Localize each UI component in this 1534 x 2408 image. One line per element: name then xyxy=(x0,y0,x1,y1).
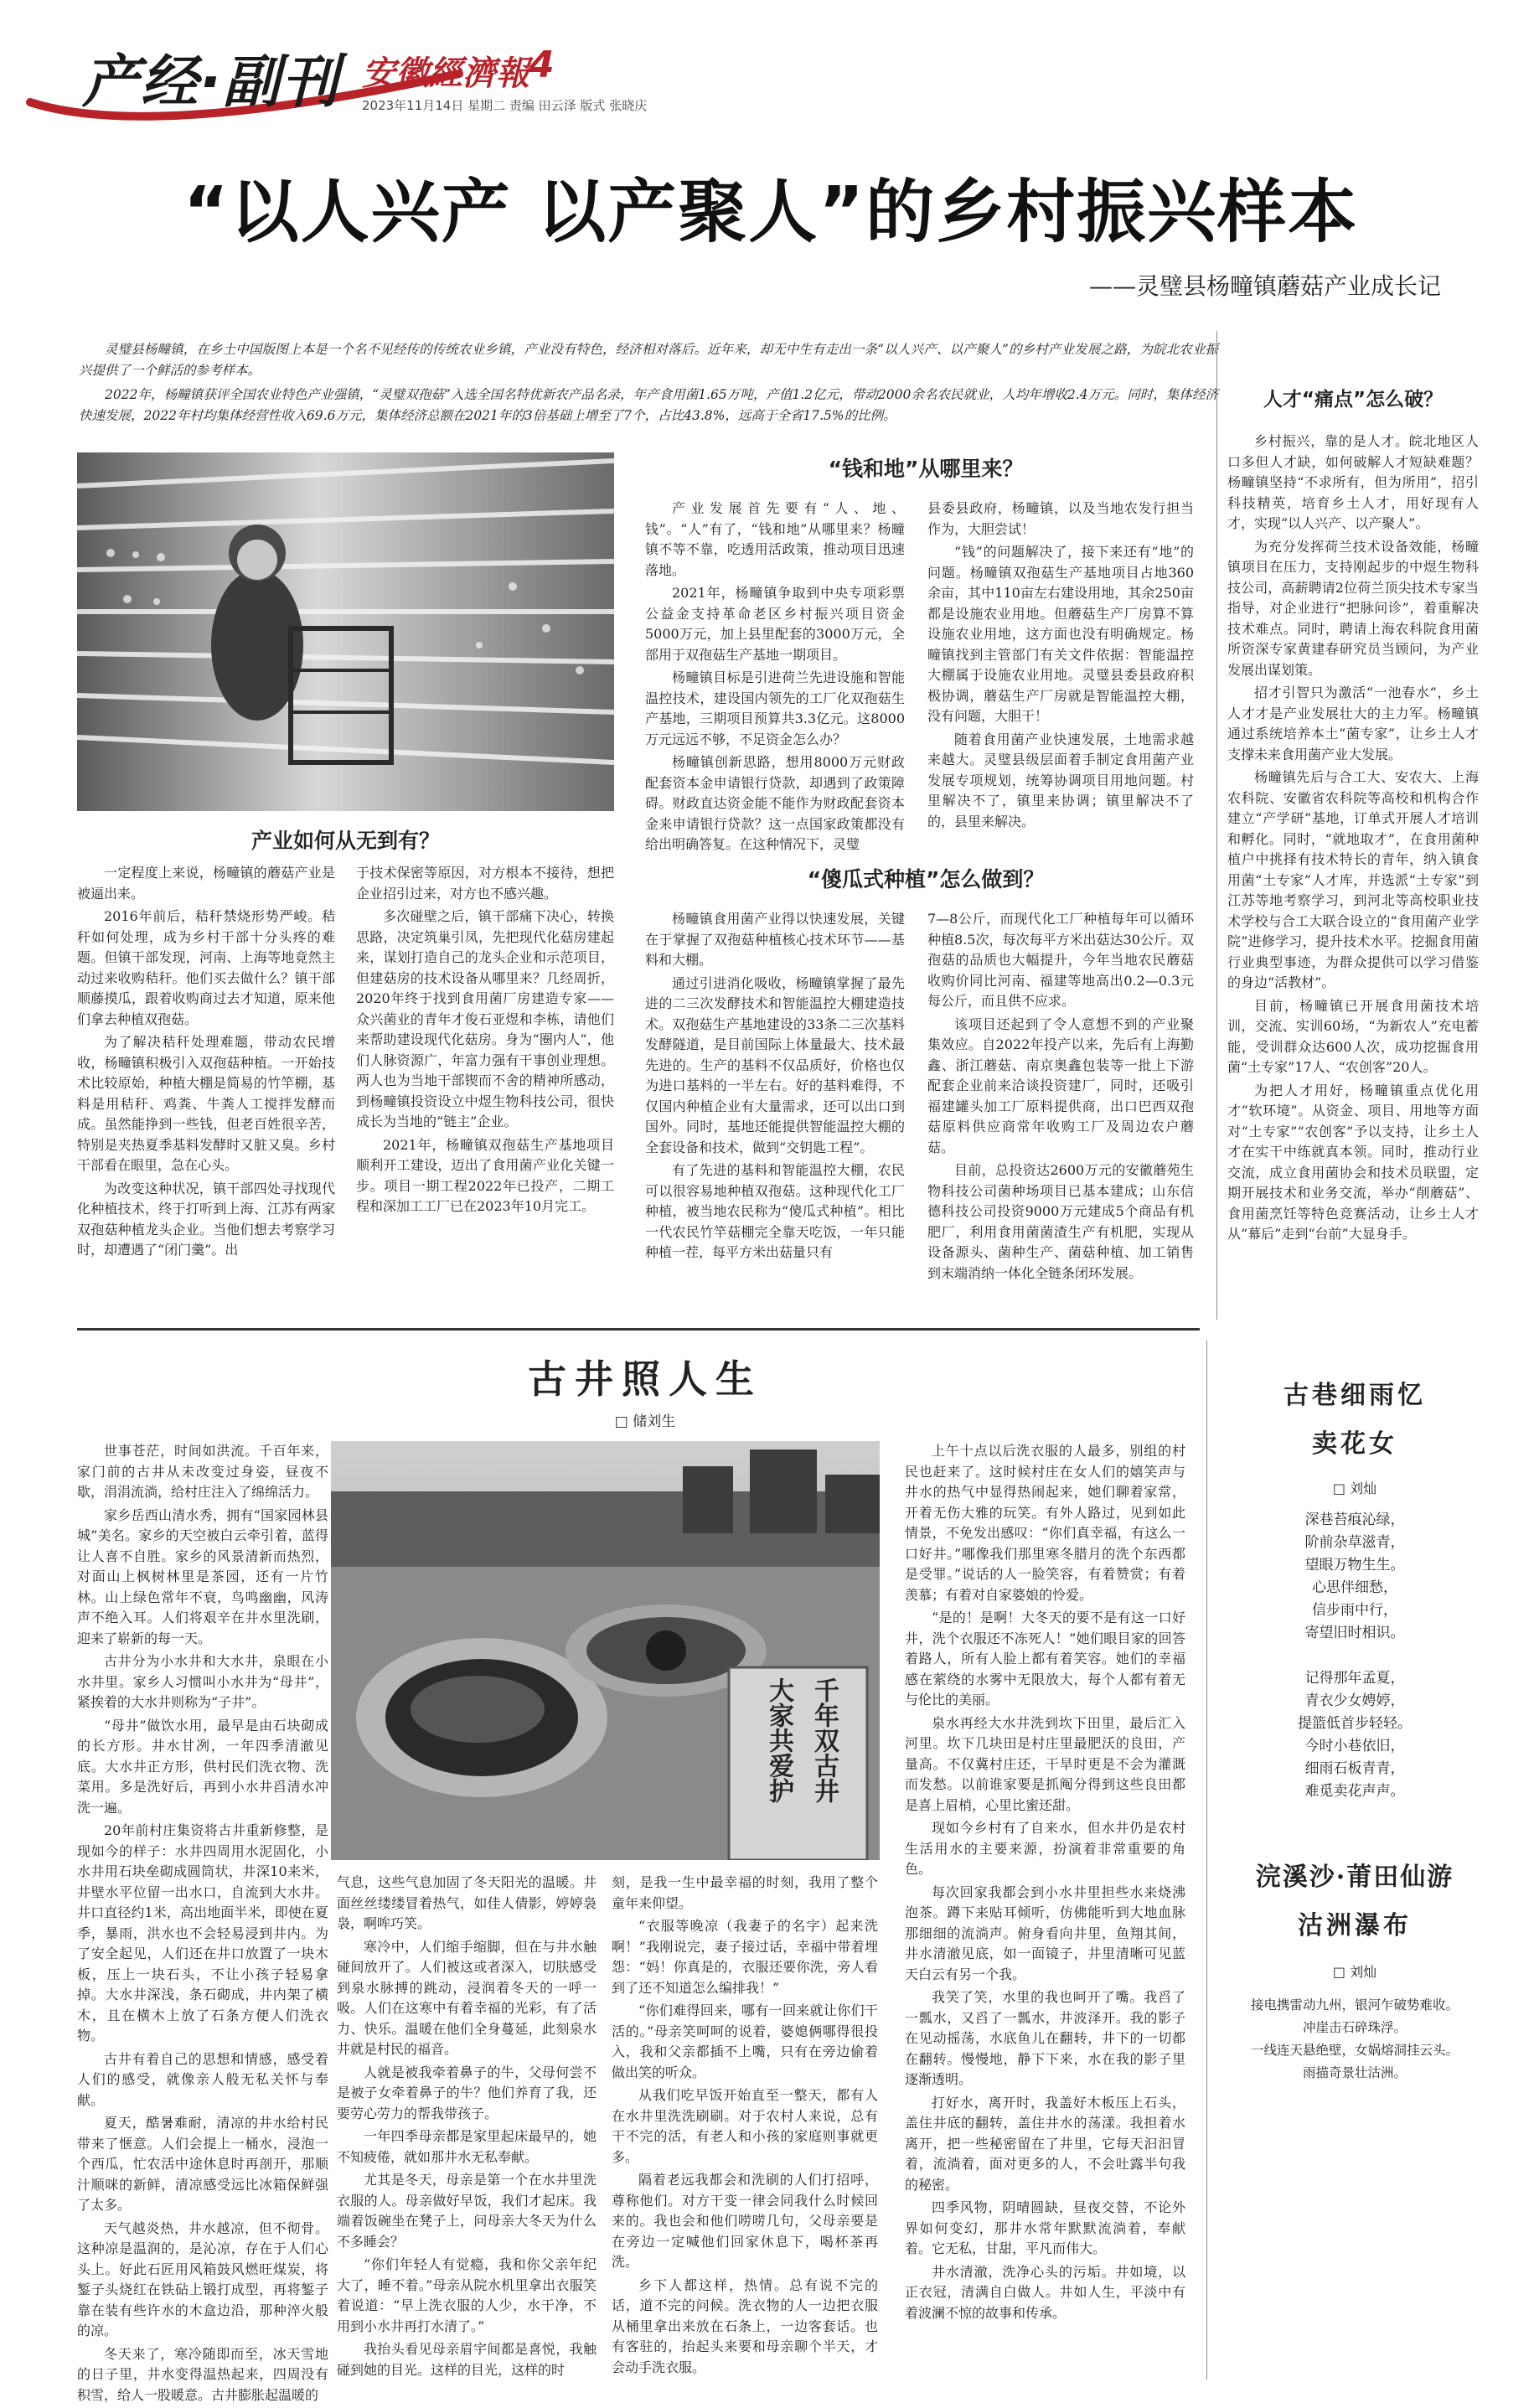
poem-line xyxy=(1216,1645,1493,1667)
para: 为了解决秸秆处理难题，带动农民增收，杨疃镇积极引入双孢菇种植。一开始技术比较原始，种植大棚是简易的竹竿棚，基料是用秸秆、鸡粪、牛粪人工搅拌发酵而成。虽然能挣到一些钱，但老百姓很辛苦，特别是夹热夏季基料发酵时又脏又臭。乡村干部看在眼里，急在心头。 xyxy=(77,1034,335,1173)
poem-1-author: □ 刘灿 xyxy=(1332,1480,1377,1496)
para: “是的！是啊！大冬天的要不是有这一口好井，洗个衣服还不冻死人！”她们眼目家的回答着路人，所有人脸上都有着笑容。她们的幸福感在萦绕的水雾中无限放大，每个人都有着无与伦比的美丽。 xyxy=(905,1610,1185,1708)
para: 打好水，离开时，我盖好木板压上石头，盖住井底的翻转，盖住井水的荡漾。我担着水离开，把一些秘密留在了井里，它每天汩汩冒着，流淌着，面对更多的人，不会吐露半句我的秘密。 xyxy=(905,2094,1185,2193)
poem-2 xyxy=(1216,1822,1493,2085)
issue-info: 2023年11月14日 星期二 责编 田云泽 版式 张晓庆 xyxy=(362,98,648,113)
section-divider xyxy=(77,1328,1200,1331)
para: 乡村振兴，靠的是人才。皖北地区人口多但人才缺，如何破解人才短缺难题？杨疃镇坚持“不求所有，但为所用”，招引科技精英，培育乡土人才，用好现有人才，实现“以人兴产、以产聚人”。 xyxy=(1227,433,1479,531)
para: 为充分发挥荷兰技术设备效能，杨疃镇项目在压力，支持刚起步的中煜生物科技公司，高薪聘请2位荷兰顶尖技术专家当指导，对企业进行“把脉问诊”，着重解决技术难点。同时，聘请上海农科院食用菌所资深专家黄建春研究员当顾问，为产业发展出谋划策。 xyxy=(1227,538,1479,678)
para: 我笑了笑，水里的我也呵开了嘴。我舀了一瓢水，又舀了一瓢水，井波泽开。我的影子在见动摇荡，水底鱼儿在翻转，井下的一切都在翻转。慢慢地，静下下来，水在我的影子里逐渐透明。 xyxy=(905,1989,1185,2087)
para: 乡下人都这样，热情。总有说不完的话，道不完的问候。洗衣物的人一边把衣服从桶里拿出来放在石条上，一边客套话。也有客驻的，抬起头来要和母亲聊个半天，才会动手洗衣服。 xyxy=(612,2276,878,2375)
para: 古井分为小水井和大水井，泉眼在小水井里。家乡人习惯叫小水井为“母井”，紧挨着的大水井则称为“子井”。 xyxy=(77,1653,328,1710)
poem-line: 冲崖击石碎珠浮。 xyxy=(1302,2020,1407,2035)
poem-line: 提篮低首步轻轻。 xyxy=(1298,1715,1412,1732)
essay-title: 古井照人生 xyxy=(528,1356,762,1402)
lead-p1: 灵璧县杨疃镇，在乡土中国版图上本是一个名不见经传的传统农业乡镇，产业没有特色，经济相对落后。近年来，却无中生有走出一条“以人兴产、以产聚人”的乡村产业发展之路，为皖北农业振兴提供了一个鲜活的参考样本。 xyxy=(79,342,1218,378)
para: 尤其是冬天，母亲是第一个在水井里洗衣服的人。母亲做好早饭，我们才起床。我端着饭碗坐在凳子上，问母亲大冬天为什么不多睡会？ xyxy=(337,2172,597,2250)
para: 多次碰壁之后，镇干部痛下决心，转换思路，决定筑巢引凤，先把现代化菇房建起来，谋划打造自己的龙头企业和示范项目，但建菇房的技术设备从哪里来？几经周折，2020年终于找到食用菌厂房建造专家——众兴菌业的青年才俊石亚煜和李栋，请他们来帮助建设现代化菇房。身为“圈内人”，他们人脉资源广，年富力强有干事创业理想。两人也为当地干部锲而不舍的精神所感动，到杨疃镇投资设立中煜生物科技公司，很快成长为当地的“链主”企业。 xyxy=(356,908,614,1129)
essay-col-2 xyxy=(337,1873,597,2383)
para: 2016年前后，秸秆禁烧形势严峻。秸秆如何处理，成为乡村干部十分头疼的难题。但镇干部发现，河南、上海等地竟然主动过来收购秸秆。他们买去做什么？镇干部顺藤摸瓜，跟着收购商过去才知道，原来他们拿去种植双孢菇。 xyxy=(77,908,335,1027)
para: 2021年，杨疃镇双孢菇生产基地项目顺利开工建设，迈出了食用菌产业化关键一步。项目一期工程2022年已投产，二期工程和深加工工厂已在2023年10月完工。 xyxy=(356,1136,614,1214)
poem-2-title-1: 浣溪沙·莆田仙游 xyxy=(1255,1863,1454,1892)
lead-paragraph xyxy=(79,339,1218,430)
sidebar-talent-title: 人才“痛点”怎么破？ xyxy=(1263,389,1444,411)
article-col-1 xyxy=(77,863,335,1263)
divider-top-right xyxy=(1216,331,1217,1320)
article-col-5 xyxy=(645,909,905,1266)
poem-line: 难觅卖花声声。 xyxy=(1304,1783,1405,1800)
poem-line: 一线连天悬绝壁，女娲熔洞挂云头。 xyxy=(1250,2043,1459,2058)
para: 20年前村庄集资将古井重新修整，是现如今的样子：水井四周用水泥固化，小水井用石块垒砌成圆筒状，井深10来米，井壁水平位留一出水口，自流到大水井。井口直径约1米，高出地面半米，即使在夏季，暴雨，洪水也不会轻易浸到井内。为了安全起见，人们还在井口放置了一块木板，压上一块石头，不让小孩子轻易拿掉。大水井深浅，条石砌成，井内架了横木，且在横木上放了石条方便人们洗衣物。 xyxy=(77,1822,328,2044)
well-sign-line-1: 千年双古井 xyxy=(809,1677,839,1803)
para: 该项目还起到了令人意想不到的产业聚集效应。自2022年投产以来，先后有上海勤鑫、浙江蘑菇、南京奥鑫包装等一批上下游配套企业前来洽谈投资建厂，同时，还吸引福建罐头加工厂原料提供商，出口巴西双孢菇原料供应商常年收购工厂及周边农户蘑菇。 xyxy=(927,1015,1194,1155)
para: 每次回家我都会到小水井里担些水来烧沸泡茶。蹲下来贴耳倾听，仿佛能听到大地血脉那细细的流淌声。俯身看向井里，鱼翔其间，井水清澈见底，如一面镜子，井里清晰可见蓝天白云有另一个我。 xyxy=(905,1884,1185,1982)
essay-author: □ 储刘生 xyxy=(614,1413,676,1430)
poem-line: 细雨石板青青， xyxy=(1304,1760,1405,1777)
poem-1-title-2: 卖花女 xyxy=(1312,1429,1397,1459)
poem-line: 青衣少女娉婷， xyxy=(1304,1692,1405,1709)
para: 为把人才用好，杨疃镇重点优化用才“软环境”。从资金、项目、用地等方面对“土专家”“农创客”予以支持，让乡土人才在实干中练就真本领。同时，推动行业交流，成立食用菌协会和技术员联盟，定期开展技术和业务交流，举办“削蘑菇”、食用菌烹饪等特色竞赛活动，让乡土人才从“幕后”走到“台前”大显身手。 xyxy=(1227,1082,1479,1242)
para: 为改变这种状况，镇干部四处寻找现代化种植技术，终于打听到上海、江苏有两家双孢菇种植龙头企业。当他们想去考察学习时，却遭遇了“闭门羹”。出 xyxy=(77,1180,335,1258)
para: 四季风物，阴晴圆缺，昼夜交替，不论外界如何变幻，那井水常年默默流淌着，奉献着。它无私，甘甜，平凡而伟大。 xyxy=(905,2199,1185,2256)
para: 人就是被我牵着鼻子的牛，父母何尝不是被子女牵着鼻子的牛？他们养育了我，还要劳心劳力的帮我带孩子。 xyxy=(337,2064,597,2121)
article-col-3 xyxy=(645,499,905,858)
para: 2021年，杨疃镇争取到中央专项彩票公益金支持革命老区乡村振兴项目资金5000万元，加上县里配套的3000万元，全部用于双孢菇生产基地一期项目。 xyxy=(645,585,905,663)
para: 产业发展首先要有“人、地、钱”。“人”有了，“钱和地”从哪里来？杨疃镇不等不靠，吃透用活政策，推动项目迅速落地。 xyxy=(645,500,905,578)
para: 县委县政府，杨疃镇，以及当地农发行担当作为，大胆尝试！ xyxy=(927,500,1194,537)
para: 隔着老远我都会和洗刷的人们打招呼，尊称他们。对方干变一律会同我什么时候回来的。我也会和他们唠唠几句，父母亲要是在旁边一定喊他们回家休息下，喝杯茶再洗。 xyxy=(612,2172,878,2270)
headline-subtitle: ——灵璧县杨疃镇蘑菇产业成长记 xyxy=(1088,272,1441,300)
poem-line: 深巷苔痕沁绿， xyxy=(1304,1511,1405,1528)
para: 于技术保密等原因，对方根本不接待，想把企业招引过来，对方也不感兴趣。 xyxy=(356,865,614,902)
article-col-2 xyxy=(356,863,614,1220)
para: “你们难得回来，哪有一回来就让你们干活的。”母亲笑呵呵的说着，婆媳俩哪得很投入，我和父亲都插不上嘴，只有在旁边偷着做出笑的听众。 xyxy=(612,2002,878,2080)
poem-2-title-2: 沽洲瀑布 xyxy=(1298,1911,1412,1940)
para: “母井”做饮水用，最早是由石块砌成的长方形。井水甘冽，一年四季清澈见底。大水井正方形，供村民们洗衣物、洗菜用。多是洗好后，再到小水井舀清水冲洗一遍。 xyxy=(77,1717,328,1816)
essay-col-3 xyxy=(612,1873,878,2380)
ancient-well-photo xyxy=(331,1441,880,1860)
essay-col-1 xyxy=(77,1441,328,2408)
para: 冬天来了，寒冷随即而至，冰天雪地的日子里，井水变得温热起来，四周没有积雪，给人一股暖意。古井膨胀起温暖的 xyxy=(77,2345,328,2403)
para: 一年四季母亲都是家里起床最早的，她不知疲倦，就如那井水无私奉献。 xyxy=(337,2128,597,2165)
poem-1-title-1: 古巷细雨忆 xyxy=(1283,1381,1426,1410)
para: 井水清澈，洗净心头的污垢。井如境，以正衣冠，清满自白做人。井如人生，平淡中有着波澜不惊的故事和传承。 xyxy=(905,2263,1185,2321)
article-col-6 xyxy=(927,909,1194,1286)
para: 目前，杨疃镇已开展食用菌技术培训，交流、实训60场，“为新农人”充电蓄能，受训群众达600人次，成功挖掘食用菌“土专家”17人、“农创客”20人。 xyxy=(1227,997,1479,1075)
section-title-money-land: “钱和地”从哪里来？ xyxy=(828,457,1024,481)
para: “钱”的问题解决了，接下来还有“地”的问题。杨疃镇双孢菇生产基地项目占地360余亩，其中110亩左右建设用地，其余250亩都是设施农业用地。但蘑菇生产厂房算不算设施农业用地，这方面也没有明确规定。杨疃镇找到主管部门有关文件依据：智能温控大棚属于设施农业用地。灵璧县委县政府积极协调，蘑菇生产厂房就是智能温控大棚，没有问题，大胆干！ xyxy=(927,544,1194,724)
poem-line: 寄望旧时相识。 xyxy=(1304,1625,1405,1641)
para: 现如今乡村有了自来水，但水井仍是农村生活用水的主要来源，扮演着非常重要的角色。 xyxy=(905,1820,1185,1877)
poem-line: 阶前杂草滋青， xyxy=(1304,1534,1405,1551)
para: 杨疃镇先后与合工大、安农大、上海农科院、安徽省农科院等高校和机构合作建立“产学研”基地，订单式开展人才培训和孵化。同时，“就地取才”，在食用菌种植户中挑择有技术特长的青年，纳入镇食用菌“土专家”人才库，并选派“土专家”到江苏等地考察学习，到河北等高校职业技术学校与合工大联合设立的“食用菌产业学院”进修学习，提升技术水平。挖掘食用菌行业典型事迹，为群众提供可以学习借鉴的身边“活教材”。 xyxy=(1227,769,1479,990)
para: 杨疃镇食用菌产业得以快速发展，关键在于掌握了双孢菇种植核心技术环节——基料和大棚。 xyxy=(645,911,905,968)
poem-line: 接电携雷动九州，银河乍破势难收。 xyxy=(1250,1997,1459,2013)
section-title-simple-planting: “傻瓜式种植”怎么做到？ xyxy=(807,867,1045,891)
section-title: 产经·副刊 xyxy=(82,49,340,116)
para: 寒冷中，人们缩手缩脚，但在与井水触碰间放开了。人们被这或者深入，切肤感受到泉水脉搏的跳动，浸润着冬天的一呼一吸。人们在这寒中有着幸福的光彩，有了活力、快乐。温暖在他们全身蔓延，此刻泉水井就是村民的福音。 xyxy=(337,1938,597,2057)
poem-line: 心思伴细愁， xyxy=(1312,1579,1397,1596)
poem-line: 信步雨中行， xyxy=(1312,1602,1397,1619)
poem-line: 今时小巷依旧， xyxy=(1304,1738,1405,1754)
paper-name: 安徽經濟報 xyxy=(362,54,529,93)
para: 7—8公斤，而现代化工厂种植每年可以循环种植8.5次，每次每平方米出菇达30公斤。双孢菇的品质也大幅提升，今年当地农民蘑菇收购价同比河南、福建等地高出0.2—0.3元每公斤，而且供不应求。 xyxy=(927,911,1194,1009)
para: 古井有着自己的思想和情感，感受着人们的感受，就像亲人般无私关怀与奉献。 xyxy=(77,2050,328,2108)
headline-title: “以人兴产 以产聚人”的乡村振兴样本 xyxy=(183,173,1359,252)
poem-line: 望眼万物生生。 xyxy=(1304,1557,1405,1573)
section-title-industry: 产业如何从无到有？ xyxy=(251,829,440,853)
para: 天气越炎热，井水越凉，但不彻骨。这种凉是温润的，是沁凉，存在于人们心头上。好此石匠用风箱鼓风燃旺煤炭，将錾子头烧红在铁砧上锻打成型，再将錾子靠在装有些许水的木盒边沿，那种淬火般的凉。 xyxy=(77,2219,328,2338)
para: 从我们吃早饭开始直至一整天，都有人在水井里洗洗刷刷。对于农村人来说，总有干不完的活，有老人和小孩的家庭则事就更多。 xyxy=(612,2087,878,2165)
para: 招才引智只为激活“一池春水”，乡土人才才是产业发展壮大的主力军。杨疃镇通过系统培养本土“菌专家”，让乡土人才支撑未来食用菌产业大发展。 xyxy=(1227,685,1479,762)
para: 杨疃镇创新思路，想用8000万元财政配套资本金申请银行贷款，却遇到了政策障碍。财政直达资金能不能作为财政配套资本金来申请银行贷款？这一点国家政策都没有给出明确答复。在这种情况下，灵璧 xyxy=(645,754,905,852)
article-col-4 xyxy=(927,499,1194,835)
para: “你们年轻人有觉瘾，我和你父亲年纪大了，睡不着。”母亲从院水机里拿出衣服笑着说道：“早上洗衣服的人少，水干净，不用到小水井再打水清了。” xyxy=(337,2256,597,2334)
para: “衣服等晚凉（我妻子的名字）起来洗啊！”我刚说完，妻子接过话，幸福中带着埋怨：“妈！你真是的，衣服还要你洗，旁人看到了还不知道怎么编排我！” xyxy=(612,1918,878,1996)
para: 家乡岳西山清水秀，拥有“国家园林县城”美名。家乡的天空被白云牵引着，蓝得让人喜不自胜。家乡的风景清新而热烈，对面山上枫树林里是茶园，还有一片竹林。山上绿色常年不衰，鸟鸣幽幽，风涛声不绝入耳。人们将艰辛在井水里洗刷，迎来了崭新的每一天。 xyxy=(77,1506,328,1646)
poem-1 xyxy=(1216,1341,1493,1803)
masthead xyxy=(0,0,1534,159)
page-number: 4 xyxy=(529,44,555,86)
para: 通过引进消化吸收，杨疃镇掌握了最先进的二三次发酵技术和智能温控大棚建造技术。双孢菇生产基地建设的33条二三次基料发酵隧道，是目前国际上体量最大、技术最先进的。生产的基料不仅品质好，价格也仅为进口基料的一半左右。好的基料难得，不仅国内种植企业有大量需求，还可以出口到国外。同时，基地还能提供智能温控大棚的全套设备和技术，做到“交钥匙工程”。 xyxy=(645,974,905,1155)
para: 我抬头看见母亲眉宇间都是喜悦，我触碰到她的目光。这样的目光，这样的时 xyxy=(337,2341,597,2378)
para: 气息，这些气息加固了冬天阳光的温暖。井面丝丝缕缕冒着热气，如佳人倩影，婷婷袅袅，啊哞巧笑。 xyxy=(337,1874,597,1931)
poem-2-author: □ 刘灿 xyxy=(1332,1964,1377,1980)
para: 世事苍茫，时间如洪流。千百年来，家门前的古井从未改变过身姿，昼夜不歇，涓涓流淌，给村庄注入了绵绵活力。 xyxy=(77,1443,328,1500)
para: 刻，是我一生中最幸福的时刻，我用了整个童年来仰望。 xyxy=(612,1874,878,1911)
well-sign-text xyxy=(738,1677,864,1853)
poem-line: 记得那年孟夏， xyxy=(1304,1670,1405,1687)
mushroom-farm-photo xyxy=(77,452,614,811)
essay-col-4 xyxy=(905,1441,1185,2326)
para: 有了先进的基料和智能温控大棚，农民可以很容易地种植双孢菇。这种现代化工厂种植，被当地农民称为“傻瓜式种植”。相比一代农民竹竿菇棚完全靠天吃饭，一年只能种植一茬，每平方米出菇量只有 xyxy=(645,1162,905,1260)
para: 随着食用菌产业快速发展，土地需求越来越大。灵璧县级层面着手制定食用菌产业发展专项规划，统筹协调项目用地问题。村里解决不了，镇里来协调；镇里解决不了的，县里来解决。 xyxy=(927,731,1194,829)
sidebar-talent xyxy=(1227,377,1479,1248)
well-sign-line-2: 大家共爱护 xyxy=(764,1677,793,1803)
para: 泉水再经大水井洗到坎下田里，最后汇入河里。坎下几块田是村庄里最肥沃的良田，产量高。不仅冀村庄还，干旱时更是不会为灌溉而发愁。以前谁家要是抓阄分得到这些良田都是喜上眉梢，心里比蜜还甜。 xyxy=(905,1714,1185,1813)
para: 目前，总投资达2600万元的安徽蘑苑生物科技公司菌种场项目已基本建成；山东信德科技公司投资9000万元建成5个商品有机肥厂，利用食用菌菌渣生产有机肥，实现从设备源头、菌种生产、菌菇种植、加工销售到末端消纳一体化全链条闭环发展。 xyxy=(927,1162,1194,1281)
para: 夏天，酷暑难耐，清凉的井水给村民带来了惬意。人们会提上一桶水，浸泡一个西瓜，忙农活中途休息时再剖开，那顺汁顺咪的新鲜，清凉感受远比冰箱保鲜强了太多。 xyxy=(77,2115,328,2213)
divider-bottom-right xyxy=(1206,1341,1207,2380)
lead-p2: 2022年，杨疃镇获评全国农业特色产业强镇，“灵璧双孢菇”入选全国名特优新农产品名录，年产食用菌1.65万吨，产值1.2亿元，带动2000余名农民就业，人均年增收2.4万元。同时，集体经济快速发展，2022年村均集体经营性收入69.6万元，集体经济总额在2021年的3倍基础上增至了7个，占比43.8%，远高于全省17.5%的比例。 xyxy=(79,387,1218,423)
para: 杨疃镇目标是引进荷兰先进设施和智能温控技术，建设国内领先的工厂化双孢菇生产基地，三期项目预算共3.3亿元。这8000万元远远不够，不足资金怎么办？ xyxy=(645,669,905,747)
poem-line: 雨描奇景壮沽洲。 xyxy=(1302,2065,1407,2080)
para: 上午十点以后洗衣服的人最多，别组的村民也赶来了。这时候村庄在女人们的嬉笑声与井水的热气中显得热闹起来，她们聊着家常，开着无伤大雅的玩笑。有外人路过，见到如此情景，不免发出感叹：“你们真幸福，有这么一口好井。”哪像我们那里寒冬腊月的洗个东西都是受罪。”说话的人一脸笑容，有着赞赏；有着羡慕；有着对自家婆娘的怜爱。 xyxy=(905,1443,1185,1603)
para: 一定程度上来说，杨疃镇的蘑菇产业是被逼出来。 xyxy=(77,865,335,902)
